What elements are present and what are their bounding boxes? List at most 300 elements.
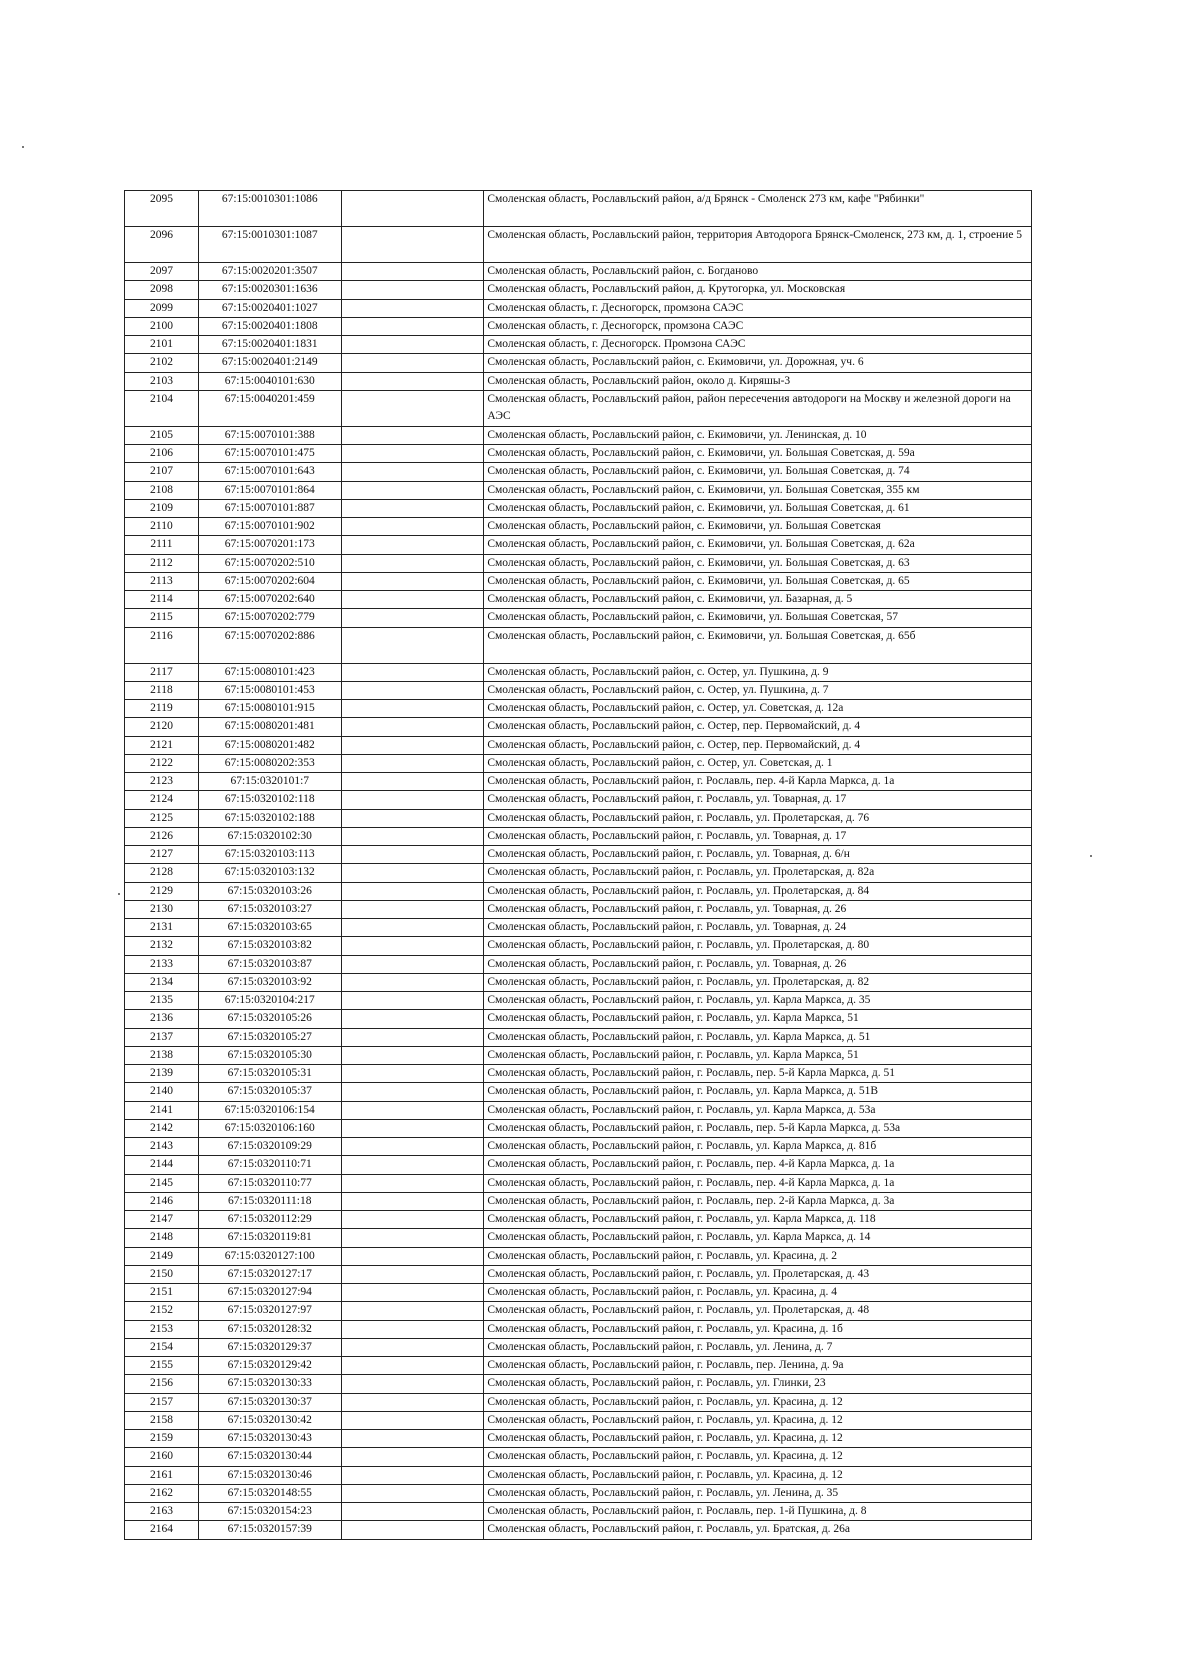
empty-cell	[341, 919, 484, 937]
cadastral-number: 67:15:0320105:31	[198, 1065, 341, 1083]
empty-cell	[341, 1503, 484, 1521]
row-number: 2111	[125, 536, 199, 554]
row-number: 2129	[125, 882, 199, 900]
row-number: 2131	[125, 919, 199, 937]
table-row	[125, 955, 1032, 973]
empty-cell	[341, 1521, 484, 1539]
empty-cell	[341, 1357, 484, 1375]
address-cell: Смоленская область, Рославльский район, а/д Брянск - Смоленск 273 км, кафе "Рябинки"	[484, 191, 1032, 227]
empty-cell	[341, 499, 484, 517]
address-cell: Смоленская область, Рославльский район, с. Екимовичи, ул. Дорожная, уч. 6	[484, 354, 1032, 372]
row-number: 2137	[125, 1028, 199, 1046]
cadastral-number: 67:15:0320110:77	[198, 1174, 341, 1192]
empty-cell	[341, 1484, 484, 1502]
empty-cell	[341, 1466, 484, 1484]
empty-cell	[341, 463, 484, 481]
address-cell: Смоленская область, Рославльский район, г. Рославль, ул. Ленина, д. 35	[484, 1484, 1032, 1502]
address-cell: Смоленская область, г. Десногорск. Промзона САЭС	[484, 336, 1032, 354]
table-row	[125, 919, 1032, 937]
row-number: 2096	[125, 227, 199, 263]
empty-cell	[341, 1119, 484, 1137]
scan-speck	[1090, 855, 1092, 857]
row-number: 2103	[125, 372, 199, 390]
address-cell: Смоленская область, Рославльский район, с. Екимовичи, ул. Большая Советская	[484, 518, 1032, 536]
table-row	[125, 1338, 1032, 1356]
empty-cell	[341, 445, 484, 463]
table-row	[125, 627, 1032, 663]
row-number: 2142	[125, 1119, 199, 1137]
row-number: 2104	[125, 390, 199, 426]
cadastral-number: 67:15:0080202:353	[198, 754, 341, 772]
address-cell: Смоленская область, Рославльский район, г. Рославль, ул. Пролетарская, д. 76	[484, 809, 1032, 827]
address-cell: Смоленская область, Рославльский район, с. Екимовичи, ул. Базарная, д. 5	[484, 591, 1032, 609]
table-row	[125, 718, 1032, 736]
row-number: 2119	[125, 700, 199, 718]
address-cell: Смоленская область, Рославльский район, г. Рославль, ул. Пролетарская, д. 80	[484, 937, 1032, 955]
table-row	[125, 372, 1032, 390]
address-cell: Смоленская область, Рославльский район, г. Рославль, ул. Красина, д. 12	[484, 1430, 1032, 1448]
empty-cell	[341, 536, 484, 554]
table-row	[125, 1284, 1032, 1302]
address-cell: Смоленская область, Рославльский район, с. Екимовичи, ул. Большая Советская, д. 65	[484, 572, 1032, 590]
empty-cell	[341, 992, 484, 1010]
address-cell: Смоленская область, Рославльский район, г. Рославль, ул. Красина, д. 1б	[484, 1320, 1032, 1338]
table-row	[125, 864, 1032, 882]
cadastral-number: 67:15:0080201:481	[198, 718, 341, 736]
empty-cell	[341, 1174, 484, 1192]
row-number: 2135	[125, 992, 199, 1010]
table-row	[125, 426, 1032, 444]
empty-cell	[341, 591, 484, 609]
row-number: 2121	[125, 736, 199, 754]
cadastral-number: 67:15:0320129:37	[198, 1338, 341, 1356]
table-row	[125, 827, 1032, 845]
empty-cell	[341, 1083, 484, 1101]
address-cell: Смоленская область, Рославльский район, с. Богданово	[484, 263, 1032, 281]
empty-cell	[341, 426, 484, 444]
table-row	[125, 572, 1032, 590]
row-number: 2120	[125, 718, 199, 736]
cadastral-number: 67:15:0320103:113	[198, 846, 341, 864]
cadastral-number: 67:15:0070201:173	[198, 536, 341, 554]
address-cell: Смоленская область, Рославльский район, г. Рославль, ул. Пролетарская, д. 82	[484, 973, 1032, 991]
empty-cell	[341, 281, 484, 299]
land-plot-table	[124, 190, 1032, 1540]
address-cell: Смоленская область, Рославльский район, территория Автодорога Брянск-Смоленск, 273 км, д. 1, строение 5	[484, 227, 1032, 263]
row-number: 2102	[125, 354, 199, 372]
empty-cell	[341, 827, 484, 845]
cadastral-number: 67:15:0070202:604	[198, 572, 341, 590]
row-number: 2127	[125, 846, 199, 864]
empty-cell	[341, 1046, 484, 1064]
address-cell: Смоленская область, Рославльский район, г. Рославль, ул. Красина, д. 4	[484, 1284, 1032, 1302]
empty-cell	[341, 1101, 484, 1119]
empty-cell	[341, 1156, 484, 1174]
row-number: 2125	[125, 809, 199, 827]
table-row	[125, 663, 1032, 681]
cadastral-number: 67:15:0070101:864	[198, 481, 341, 499]
table-row	[125, 354, 1032, 372]
address-cell: Смоленская область, Рославльский район, с. Остер, ул. Советская, д. 12а	[484, 700, 1032, 718]
table-row	[125, 518, 1032, 536]
table-row	[125, 1247, 1032, 1265]
empty-cell	[341, 354, 484, 372]
table-row	[125, 1229, 1032, 1247]
table-row	[125, 809, 1032, 827]
cadastral-number: 67:15:0320101:7	[198, 773, 341, 791]
address-cell: Смоленская область, Рославльский район, с. Остер, пер. Первомайский, д. 4	[484, 736, 1032, 754]
row-number: 2118	[125, 681, 199, 699]
empty-cell	[341, 663, 484, 681]
table-row	[125, 1320, 1032, 1338]
scan-speck	[22, 146, 24, 148]
table-row	[125, 773, 1032, 791]
row-number: 2139	[125, 1065, 199, 1083]
row-number: 2095	[125, 191, 199, 227]
address-cell: Смоленская область, Рославльский район, с. Екимовичи, ул. Большая Советская, д. 61	[484, 499, 1032, 517]
address-cell: Смоленская область, Рославльский район, с. Екимовичи, ул. Ленинская, д. 10	[484, 426, 1032, 444]
empty-cell	[341, 1393, 484, 1411]
table-row	[125, 1302, 1032, 1320]
row-number: 2145	[125, 1174, 199, 1192]
row-number: 2161	[125, 1466, 199, 1484]
empty-cell	[341, 336, 484, 354]
cadastral-number: 67:15:0080201:482	[198, 736, 341, 754]
cadastral-number: 67:15:0320130:44	[198, 1448, 341, 1466]
cadastral-number: 67:15:0320105:37	[198, 1083, 341, 1101]
empty-cell	[341, 864, 484, 882]
row-number: 2105	[125, 426, 199, 444]
empty-cell	[341, 1211, 484, 1229]
table-row	[125, 1265, 1032, 1283]
address-cell: Смоленская область, Рославльский район, г. Рославль, ул. Карла Маркса, д. 14	[484, 1229, 1032, 1247]
table-row	[125, 591, 1032, 609]
row-number: 2107	[125, 463, 199, 481]
table-row	[125, 1503, 1032, 1521]
table-row	[125, 754, 1032, 772]
row-number: 2136	[125, 1010, 199, 1028]
address-cell: Смоленская область, Рославльский район, г. Рославль, ул. Товарная, д. 26	[484, 955, 1032, 973]
cadastral-number: 67:15:0320130:42	[198, 1411, 341, 1429]
table-row	[125, 1484, 1032, 1502]
cadastral-number: 67:15:0320103:82	[198, 937, 341, 955]
row-number: 2128	[125, 864, 199, 882]
table-row	[125, 1521, 1032, 1539]
table-row	[125, 1430, 1032, 1448]
table-row	[125, 299, 1032, 317]
cadastral-number: 67:15:0320112:29	[198, 1211, 341, 1229]
empty-cell	[341, 773, 484, 791]
empty-cell	[341, 1065, 484, 1083]
address-cell: Смоленская область, Рославльский район, с. Екимовичи, ул. Большая Советская, 355 км	[484, 481, 1032, 499]
table-row	[125, 736, 1032, 754]
cadastral-number: 67:15:0320130:43	[198, 1430, 341, 1448]
table-body	[125, 191, 1032, 1540]
table-row	[125, 1375, 1032, 1393]
table-row	[125, 681, 1032, 699]
address-cell: Смоленская область, Рославльский район, район пересечения автодороги на Москву и железной дороги на АЭС	[484, 390, 1032, 426]
address-cell: Смоленская область, Рославльский район, г. Рославль, пер. 4-й Карла Маркса, д. 1а	[484, 1156, 1032, 1174]
row-number: 2109	[125, 499, 199, 517]
address-cell: Смоленская область, Рославльский район, г. Рославль, ул. Красина, д. 2	[484, 1247, 1032, 1265]
cadastral-number: 67:15:0320110:71	[198, 1156, 341, 1174]
table-row	[125, 1101, 1032, 1119]
row-number: 2153	[125, 1320, 199, 1338]
empty-cell	[341, 973, 484, 991]
cadastral-number: 67:15:0320105:30	[198, 1046, 341, 1064]
cadastral-number: 67:15:0010301:1086	[198, 191, 341, 227]
table-row	[125, 191, 1032, 227]
cadastral-number: 67:15:0020401:1808	[198, 317, 341, 335]
cadastral-number: 67:15:0020201:3507	[198, 263, 341, 281]
address-cell: Смоленская область, Рославльский район, г. Рославль, ул. Пролетарская, д. 48	[484, 1302, 1032, 1320]
address-cell: Смоленская область, г. Десногорск, промзона САЭС	[484, 317, 1032, 335]
table-row	[125, 1046, 1032, 1064]
row-number: 2134	[125, 973, 199, 991]
cadastral-number: 67:15:0320127:100	[198, 1247, 341, 1265]
empty-cell	[341, 1430, 484, 1448]
address-cell: Смоленская область, Рославльский район, г. Рославль, ул. Товарная, д. 17	[484, 791, 1032, 809]
address-cell: Смоленская область, Рославльский район, г. Рославль, ул. Красина, д. 12	[484, 1393, 1032, 1411]
address-cell: Смоленская область, Рославльский район, г. Рославль, пер. 1-й Пушкина, д. 8	[484, 1503, 1032, 1521]
empty-cell	[341, 791, 484, 809]
empty-cell	[341, 700, 484, 718]
table-row	[125, 445, 1032, 463]
cadastral-number: 67:15:0040101:630	[198, 372, 341, 390]
cadastral-number: 67:15:0020301:1636	[198, 281, 341, 299]
row-number: 2150	[125, 1265, 199, 1283]
table-row	[125, 1119, 1032, 1137]
table-row	[125, 281, 1032, 299]
row-number: 2115	[125, 609, 199, 627]
row-number: 2160	[125, 1448, 199, 1466]
address-cell: Смоленская область, Рославльский район, г. Рославль, ул. Красина, д. 12	[484, 1411, 1032, 1429]
cadastral-number: 67:15:0320105:27	[198, 1028, 341, 1046]
address-cell: Смоленская область, Рославльский район, с. Остер, пер. Первомайский, д. 4	[484, 718, 1032, 736]
table-row	[125, 1174, 1032, 1192]
row-number: 2152	[125, 1302, 199, 1320]
row-number: 2154	[125, 1338, 199, 1356]
address-cell: Смоленская область, Рославльский район, с. Екимовичи, ул. Большая Советская, 57	[484, 609, 1032, 627]
empty-cell	[341, 1265, 484, 1283]
table-row	[125, 463, 1032, 481]
table-row	[125, 1466, 1032, 1484]
empty-cell	[341, 1284, 484, 1302]
table-row	[125, 700, 1032, 718]
cadastral-number: 67:15:0320157:39	[198, 1521, 341, 1539]
cadastral-number: 67:15:0320103:65	[198, 919, 341, 937]
cadastral-number: 67:15:0320129:42	[198, 1357, 341, 1375]
cadastral-number: 67:15:0020401:1027	[198, 299, 341, 317]
row-number: 2097	[125, 263, 199, 281]
empty-cell	[341, 1302, 484, 1320]
table-row	[125, 554, 1032, 572]
cadastral-number: 67:15:0320127:94	[198, 1284, 341, 1302]
row-number: 2101	[125, 336, 199, 354]
empty-cell	[341, 1010, 484, 1028]
row-number: 2122	[125, 754, 199, 772]
row-number: 2098	[125, 281, 199, 299]
empty-cell	[341, 1247, 484, 1265]
cadastral-number: 67:15:0070202:886	[198, 627, 341, 663]
row-number: 2144	[125, 1156, 199, 1174]
cadastral-number: 67:15:0320111:18	[198, 1192, 341, 1210]
table-row	[125, 992, 1032, 1010]
cadastral-number: 67:15:0070101:388	[198, 426, 341, 444]
cadastral-number: 67:15:0320109:29	[198, 1138, 341, 1156]
address-cell: Смоленская область, Рославльский район, г. Рославль, пер. Ленина, д. 9а	[484, 1357, 1032, 1375]
row-number: 2157	[125, 1393, 199, 1411]
row-number: 2117	[125, 663, 199, 681]
empty-cell	[341, 681, 484, 699]
cadastral-number: 67:15:0320127:17	[198, 1265, 341, 1283]
row-number: 2100	[125, 317, 199, 335]
scan-speck	[118, 893, 120, 895]
row-number: 2163	[125, 1503, 199, 1521]
table-row	[125, 336, 1032, 354]
cadastral-number: 67:15:0320102:30	[198, 827, 341, 845]
row-number: 2140	[125, 1083, 199, 1101]
cadastral-number: 67:15:0070101:887	[198, 499, 341, 517]
table-row	[125, 846, 1032, 864]
empty-cell	[341, 609, 484, 627]
cadastral-number: 67:15:0320104:217	[198, 992, 341, 1010]
table-row	[125, 317, 1032, 335]
cadastral-number: 67:15:0070101:902	[198, 518, 341, 536]
address-cell: Смоленская область, Рославльский район, г. Рославль, ул. Братская, д. 26а	[484, 1521, 1032, 1539]
empty-cell	[341, 390, 484, 426]
cadastral-number: 67:15:0320102:118	[198, 791, 341, 809]
empty-cell	[341, 481, 484, 499]
row-number: 2155	[125, 1357, 199, 1375]
cadastral-number: 67:15:0320103:26	[198, 882, 341, 900]
table-row	[125, 263, 1032, 281]
address-cell: Смоленская область, Рославльский район, с. Остер, ул. Советская, д. 1	[484, 754, 1032, 772]
address-cell: Смоленская область, Рославльский район, г. Рославль, ул. Ленина, д. 7	[484, 1338, 1032, 1356]
cadastral-number: 67:15:0320103:132	[198, 864, 341, 882]
empty-cell	[341, 900, 484, 918]
row-number: 2113	[125, 572, 199, 590]
address-cell: Смоленская область, Рославльский район, с. Екимовичи, ул. Большая Советская, д. 59а	[484, 445, 1032, 463]
cadastral-number: 67:15:0320148:55	[198, 1484, 341, 1502]
cadastral-number: 67:15:0320103:92	[198, 973, 341, 991]
table-row	[125, 1448, 1032, 1466]
address-cell: Смоленская область, Рославльский район, г. Рославль, ул. Карла Маркса, д. 53а	[484, 1101, 1032, 1119]
address-cell: Смоленская область, Рославльский район, г. Рославль, ул. Карла Маркса, 51	[484, 1010, 1032, 1028]
cadastral-number: 67:15:0070202:510	[198, 554, 341, 572]
row-number: 2141	[125, 1101, 199, 1119]
empty-cell	[341, 937, 484, 955]
empty-cell	[341, 572, 484, 590]
table-row	[125, 1192, 1032, 1210]
address-cell: Смоленская область, Рославльский район, г. Рославль, ул. Красина, д. 12	[484, 1448, 1032, 1466]
row-number: 2112	[125, 554, 199, 572]
cadastral-number: 67:15:0040201:459	[198, 390, 341, 426]
row-number: 2126	[125, 827, 199, 845]
address-cell: Смоленская область, Рославльский район, г. Рославль, ул. Товарная, д. 24	[484, 919, 1032, 937]
empty-cell	[341, 227, 484, 263]
empty-cell	[341, 1448, 484, 1466]
address-cell: Смоленская область, Рославльский район, с. Екимовичи, ул. Большая Советская, д. 65б	[484, 627, 1032, 663]
empty-cell	[341, 1192, 484, 1210]
row-number: 2143	[125, 1138, 199, 1156]
cadastral-number: 67:15:0320103:87	[198, 955, 341, 973]
cadastral-number: 67:15:0080101:915	[198, 700, 341, 718]
address-cell: Смоленская область, Рославльский район, г. Рославль, пер. 4-й Карла Маркса, д. 1а	[484, 773, 1032, 791]
address-cell: Смоленская область, Рославльский район, г. Рославль, ул. Карла Маркса, 51	[484, 1046, 1032, 1064]
address-cell: Смоленская область, Рославльский район, с. Екимовичи, ул. Большая Советская, д. 62а	[484, 536, 1032, 554]
table-row	[125, 973, 1032, 991]
cadastral-number: 67:15:0320106:160	[198, 1119, 341, 1137]
empty-cell	[341, 1138, 484, 1156]
table-row	[125, 390, 1032, 426]
cadastral-number: 67:15:0320130:46	[198, 1466, 341, 1484]
empty-cell	[341, 1028, 484, 1046]
cadastral-number: 67:15:0070101:475	[198, 445, 341, 463]
empty-cell	[341, 1320, 484, 1338]
address-cell: Смоленская область, Рославльский район, г. Рославль, ул. Пролетарская, д. 84	[484, 882, 1032, 900]
table-row	[125, 1138, 1032, 1156]
address-cell: Смоленская область, Рославльский район, г. Рославль, ул. Пролетарская, д. 43	[484, 1265, 1032, 1283]
empty-cell	[341, 882, 484, 900]
row-number: 2147	[125, 1211, 199, 1229]
table-row	[125, 1211, 1032, 1229]
empty-cell	[341, 372, 484, 390]
row-number: 2146	[125, 1192, 199, 1210]
empty-cell	[341, 317, 484, 335]
cadastral-number: 67:15:0070202:779	[198, 609, 341, 627]
row-number: 2148	[125, 1229, 199, 1247]
empty-cell	[341, 754, 484, 772]
address-cell: Смоленская область, Рославльский район, с. Остер, ул. Пушкина, д. 9	[484, 663, 1032, 681]
table-row	[125, 499, 1032, 517]
cadastral-number: 67:15:0080101:423	[198, 663, 341, 681]
empty-cell	[341, 263, 484, 281]
address-cell: Смоленская область, Рославльский район, г. Рославль, пер. 4-й Карла Маркса, д. 1а	[484, 1174, 1032, 1192]
table-row	[125, 1028, 1032, 1046]
empty-cell	[341, 736, 484, 754]
cadastral-number: 67:15:0320106:154	[198, 1101, 341, 1119]
row-number: 2151	[125, 1284, 199, 1302]
row-number: 2138	[125, 1046, 199, 1064]
table-row	[125, 1065, 1032, 1083]
cadastral-number: 67:15:0320102:188	[198, 809, 341, 827]
row-number: 2133	[125, 955, 199, 973]
address-cell: Смоленская область, Рославльский район, г. Рославль, ул. Товарная, д. 26	[484, 900, 1032, 918]
cadastral-number: 67:15:0320105:26	[198, 1010, 341, 1028]
address-cell: Смоленская область, г. Десногорск, промзона САЭС	[484, 299, 1032, 317]
row-number: 2110	[125, 518, 199, 536]
empty-cell	[341, 299, 484, 317]
table-row	[125, 1156, 1032, 1174]
row-number: 2149	[125, 1247, 199, 1265]
empty-cell	[341, 1411, 484, 1429]
row-number: 2158	[125, 1411, 199, 1429]
address-cell: Смоленская область, Рославльский район, г. Рославль, ул. Товарная, д. 17	[484, 827, 1032, 845]
row-number: 2116	[125, 627, 199, 663]
cadastral-number: 67:15:0320127:97	[198, 1302, 341, 1320]
empty-cell	[341, 846, 484, 864]
address-cell: Смоленская область, Рославльский район, г. Рославль, ул. Пролетарская, д. 82а	[484, 864, 1032, 882]
empty-cell	[341, 191, 484, 227]
row-number: 2132	[125, 937, 199, 955]
cadastral-number: 67:15:0320130:37	[198, 1393, 341, 1411]
row-number: 2124	[125, 791, 199, 809]
cadastral-number: 67:15:0080101:453	[198, 681, 341, 699]
table-row	[125, 609, 1032, 627]
row-number: 2123	[125, 773, 199, 791]
address-cell: Смоленская область, Рославльский район, с. Остер, ул. Пушкина, д. 7	[484, 681, 1032, 699]
